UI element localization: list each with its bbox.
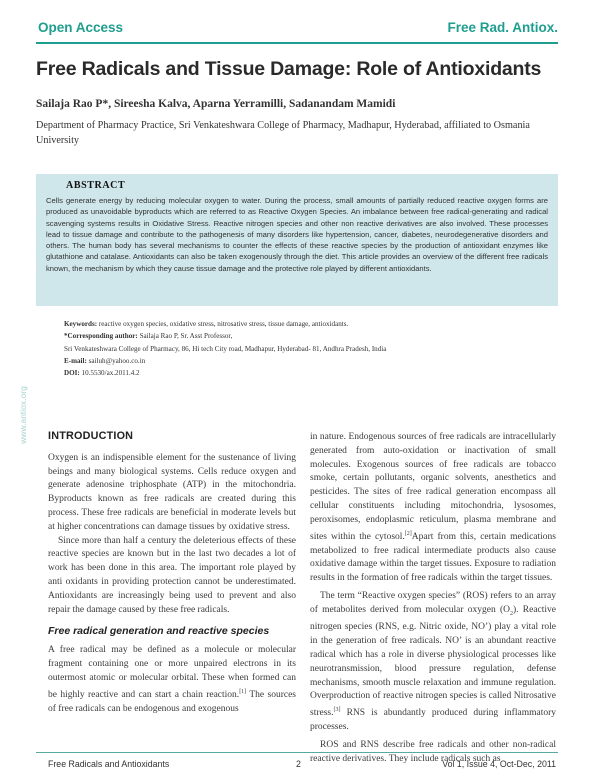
watermark-text: www.antiox.org — [18, 386, 28, 444]
open-access-label: Open Access — [38, 20, 124, 35]
address-line: Sri Venkateshwara College of Pharmacy, 86, Hi tech City road, Madhapur, Hyderabad- 81, Andhra Pradesh, India — [64, 344, 387, 353]
keywords-line — [64, 318, 554, 330]
header-rule — [36, 42, 558, 44]
doi-link[interactable]: 10.5530/ax.2011.4.2 — [81, 369, 140, 378]
citation[interactable]: [1] — [239, 688, 247, 695]
sources-paragraph — [310, 431, 556, 586]
abstract-text: Cells generate energy by reducing molecular oxygen to water. During the process, small amounts of partially reduced reactive oxygen forms are produced as unavoidable byproducts which are referred to as Reactive Oxygen Species. An imbalance between free radical-generating and radical scavenging systems results in Oxidative Stress. Reactive nitrogen species and other non reactive derivatives are also involved. These processes lead to tissue damage and contribute to the pathogenesis of many disorders like hypertension, cancer, diabetes, neurodegenerative disorders and others. The human body has several mechanisms to counter the effects of these reactive species by the production of antioxidant enzymes like glutathione and catalase. Antioxidants can also be taken exogenously through the diet. This article provides an overview of the different free radicals known, the mechanism by which they cause tissue damage and the protective role played by different antioxidants. — [46, 196, 548, 273]
email-line — [64, 355, 554, 367]
intro-heading: INTRODUCTION — [48, 430, 134, 442]
abstract-box — [36, 174, 558, 306]
doi-label: DOI: — [64, 369, 80, 378]
right-column — [310, 431, 556, 767]
affiliation: Department of Pharmacy Practice, Sri Venkateshwara College of Pharmacy, Madhapur, Hyderabad, affiliated to Osmania University — [36, 120, 530, 146]
keywords: reactive oxygen species, oxidative stress, nitrosative stress, tissue damage, antioxidants. — [98, 320, 349, 328]
citation[interactable]: [3] — [333, 707, 341, 714]
footer-rule — [36, 752, 558, 753]
corresponding-line — [64, 330, 554, 342]
citation[interactable]: [2] — [404, 530, 412, 537]
email-link[interactable]: sailuh@yahoo.co.in — [88, 356, 146, 365]
keywords-label: Keywords: — [64, 320, 98, 328]
page-number: 2 — [296, 759, 301, 769]
abstract-heading: ABSTRACT — [66, 180, 126, 191]
journal-abbrev: Free Rad. Antiox. — [447, 20, 558, 35]
corresponding-author: Sailaja Rao P, Sr. Asst Professor, — [139, 332, 233, 341]
paragraph-text: The term “Reactive oxygen species” (ROS) refers to an array of metabolites derived from molecular oxygen (O — [310, 590, 556, 615]
subsection-heading: Free radical generation and reactive species — [48, 625, 270, 638]
ros-rns-paragraph: ROS and RNS describe free radicals and other non-radical reactive derivatives. They include radicals such as — [310, 739, 556, 764]
left-column — [48, 430, 296, 717]
article-title: Free Radicals and Tissue Damage: Role of Antioxidants — [36, 58, 542, 80]
intro-paragraph-2: Since more than half a century the deleterious effects of these reactive species are known but in the last two decades a lot of work has been done in this area. The important role played by anti oxidants in providing protection cannot be underestimated. Antioxidants are increasingly being used to prevent and also repair the damage caused by these free radicals. — [48, 535, 296, 615]
paragraph-text: A free radical may be defined as a molecule or molecular fragment containing one or more unpaired electrons in its outermost atomic or molecular orbital. These when formed can be highly reactive and can start a chain reaction. — [48, 645, 296, 700]
paragraph-text: RNS is abundantly produced during inflammatory processes. — [310, 708, 556, 733]
corresponding-label: *Corresponding author: — [64, 332, 138, 341]
doi-line — [64, 367, 554, 379]
intro-paragraph-1: Oxygen is an indispensible element for the sustenance of living beings and many biological systems. Cells reduce oxygen and generate adenosine triphosphate (ATP) in the mitochondria. Byproducts known as free radicals are created during this process. These free radicals are beneficial in moderate levels but at higher concentrations can damage tissues by oxidative stress. — [48, 452, 296, 532]
paragraph-text: Apart from this, certain medications metabolized to free radical intermediate products also cause oxidative damage within the target tissues. Exposure to radiation results in the formation of free radicals within the target tissues. — [310, 531, 556, 584]
paragraph-text: ). Reactive nitrogen species (RNS, e.g. Nitric oxide, NO’) play a vital role in the generation of free radicals. NO’ is an abundant reactive radical which has a role in diverse physiological processes like neurotransmission, blood pressure regulation, defense mechanisms, smooth muscle relaxation and immune regulation. Overproduction of reactive nitrogen species is called Nitrosative stress. — [310, 604, 556, 719]
paragraph-text: The sources of free radicals can be endogenous and exogenous — [48, 689, 296, 714]
issue-info: Vol 1, Issue 4, Oct-Dec, 2011 — [442, 759, 556, 769]
article-meta — [64, 318, 554, 379]
email-label: E-mail: — [64, 356, 87, 365]
author-list: Sailaja Rao P*, Sireesha Kalva, Aparna Yerramilli, Sadanandam Mamidi — [36, 98, 396, 110]
ros-paragraph — [310, 590, 556, 735]
free-radical-paragraph — [48, 644, 296, 716]
paragraph-text: in nature. Endogenous sources of free radicals are intracellularly generated from auto-oxidation or inactivation of small molecules. Exogenous sources of free radicals are tobacco smoke, certain pollutants, organic solvents, anesthetics and pesticides. The sites of free radical generation encompass all cellular constituents including mitochondria, lysosomes, peroxisomes, endoplasmic reticulum, plasma membrane and sites within the cytosol. — [310, 432, 556, 542]
running-header — [36, 20, 558, 42]
watermark — [10, 348, 30, 498]
subscript: 2 — [510, 610, 513, 617]
footer-running-title: Free Radicals and Antioxidants — [48, 759, 170, 769]
